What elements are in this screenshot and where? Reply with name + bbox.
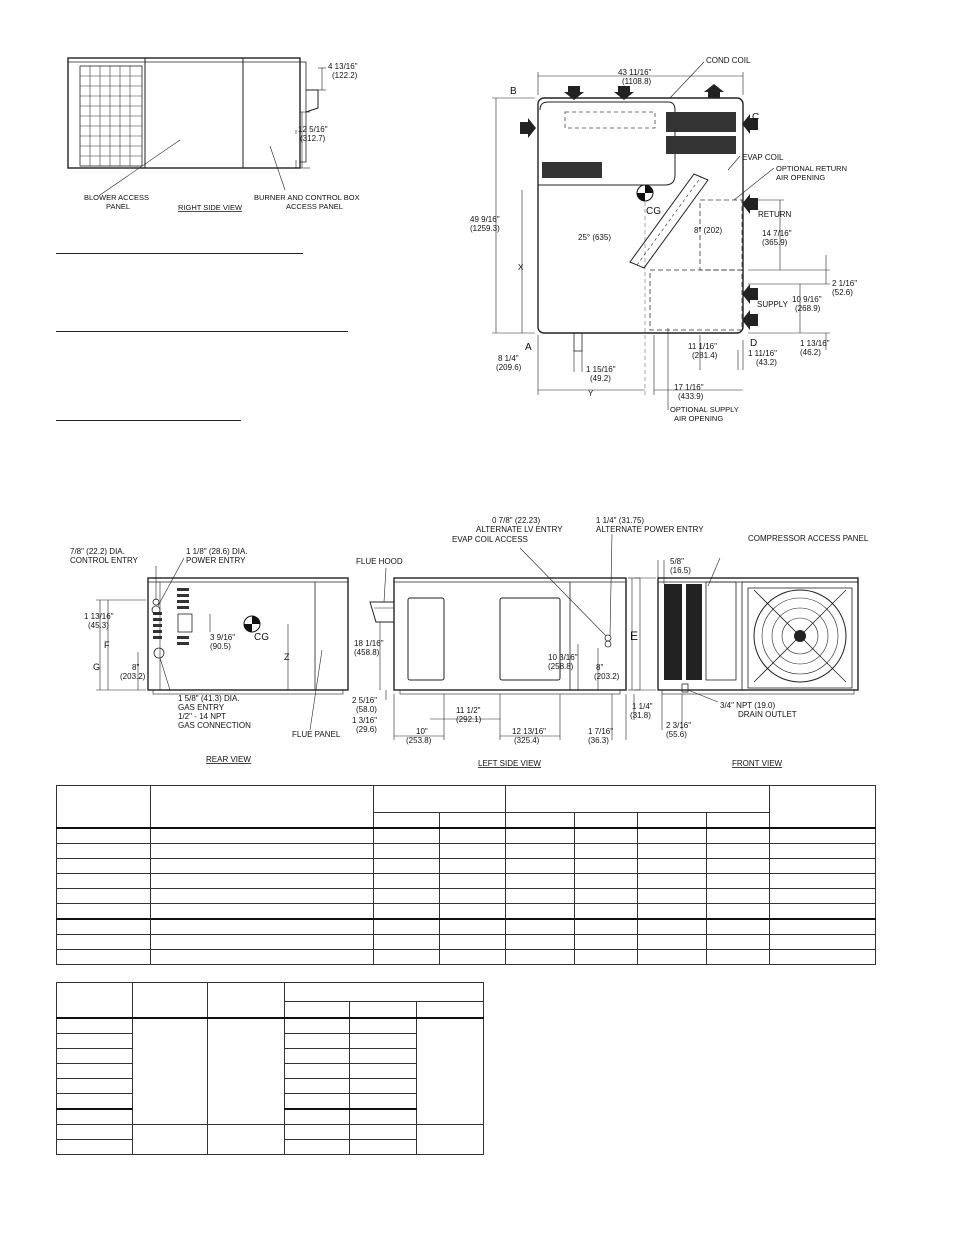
left-dim-12-13-16-1: 12 13/16" [512, 727, 546, 736]
dim-8-1-4-1: 8 1/4" [498, 354, 519, 363]
evap-coil-label: EVAP COIL [742, 153, 784, 162]
top-cg-label: CG [646, 206, 661, 217]
clearance-table [56, 982, 484, 1155]
right-side-dim-right-1: 12 5/16" [298, 125, 328, 134]
table-header-row [57, 786, 876, 813]
blower-access-label-2: PANEL [106, 202, 131, 211]
left-dim-11-1-2-1: 11 1/2" [456, 706, 481, 715]
blower-access-label-1: BLOWER ACCESS [84, 193, 150, 202]
left-dim-1-3-16-1: 1 3/16" [352, 716, 378, 725]
rear-cg-label: CG [254, 632, 269, 643]
front-dim-2-3-16-1: 2 3/16" [666, 721, 692, 730]
blank-heading-rule-3 [56, 420, 241, 421]
table-row [57, 904, 876, 920]
left-dim-1-7-16-1: 1 7/16" [588, 727, 614, 736]
right-side-view-title: RIGHT SIDE VIEW [178, 203, 243, 212]
rear-f-label: F [104, 640, 110, 650]
dim-1-11-16-1: 1 11/16" [748, 349, 777, 358]
left-dim-10-3-16-1: 10 3/16" [548, 653, 578, 662]
compressor-access-label: COMPRESSOR ACCESS PANEL [748, 534, 869, 543]
table-row [57, 950, 876, 965]
right-side-dim-top-1: 4 13/16" [328, 62, 358, 71]
dimensions-table [56, 785, 876, 965]
width-dim-1: 43 11/16" [618, 68, 652, 77]
power-entry-label-2: POWER ENTRY [186, 556, 246, 565]
rear-cg-marker [244, 616, 260, 632]
table2-header-row [57, 983, 484, 1002]
control-entry-label-1: 7/8" (22.2) DIA. [70, 547, 125, 556]
left-dim-18-1-16-2: (458.8) [354, 648, 380, 657]
left-dim-2-5-16-2: (58.0) [356, 705, 377, 714]
rear-dim-8-1: 8" [132, 663, 140, 672]
top-cg-marker [637, 185, 653, 201]
left-dim-1-7-16-2: (36.3) [588, 736, 609, 745]
height-dim-2: (1259.3) [470, 224, 500, 233]
left-dim-2-5-16-1: 2 5/16" [352, 696, 378, 705]
eight-dim: 8" (202) [694, 226, 723, 235]
return-label: RETURN [758, 210, 792, 219]
table-row [57, 874, 876, 889]
front-dim-2-3-16-2: (55.6) [666, 730, 687, 739]
rear-dim-1-13-16-1: 1 13/16" [84, 612, 114, 621]
right-side-grille [80, 66, 142, 166]
table-row [57, 859, 876, 874]
dim-1-15-16-2: (49.2) [590, 374, 611, 383]
dim-17-1-16-2: (433.9) [678, 392, 704, 401]
left-dim-10-1: 10" [416, 727, 428, 736]
blank-heading-rule-2 [56, 331, 348, 332]
rear-view-drawing [60, 540, 360, 770]
rear-g-label: G [93, 662, 101, 672]
angle-dim: 25° (635) [578, 233, 611, 242]
table-row [57, 889, 876, 904]
blank-heading-rule-1 [56, 253, 303, 254]
optional-supply-label-1: OPTIONAL SUPPLY [670, 405, 739, 414]
left-dim-8-1: 8" [596, 663, 604, 672]
dim-8-1-4-2: (209.6) [496, 363, 522, 372]
front-dim-1-1-4-1: 1 1/4" [632, 702, 653, 711]
corner-d-label: D [750, 338, 758, 349]
gas-entry-label-1: 1 5/8" (41.3) DIA. [178, 694, 240, 703]
optional-supply-label-2: AIR OPENING [674, 414, 724, 423]
optional-return-label-2: AIR OPENING [776, 173, 826, 182]
left-dim-10-3-16-2: (258.8) [548, 662, 574, 671]
front-view-drawing [620, 530, 900, 775]
power-entry-label-1: 1 1/8" (28.6) DIA. [186, 547, 248, 556]
left-dim-11-1-2-2: (292.1) [456, 715, 482, 724]
alt-power-entry-label-1: 1 1/4" (31.75) [595, 516, 645, 525]
right-side-view-drawing [60, 50, 380, 220]
left-dim-10-2: (253.8) [406, 736, 432, 745]
front-dim-1-1-4-2: (31.8) [630, 711, 651, 720]
rear-dim-1-13-16-2: (45.3) [88, 621, 109, 630]
left-dim-18-1-16-1: 18 1/16" [354, 639, 384, 648]
left-dim-12-13-16-2: (325.4) [514, 736, 540, 745]
dim-1-13-16-2: (46.2) [800, 348, 821, 357]
cond-coil-label: COND COIL [706, 56, 751, 65]
rear-dim-8-2: (203.2) [120, 672, 146, 681]
drain-outlet-label-2: DRAIN OUTLET [738, 710, 797, 719]
dim-2-1-16-2: (52.6) [832, 288, 853, 297]
dim-11-1-16-2: (281.4) [692, 351, 718, 360]
left-e-label: E [630, 629, 639, 643]
control-entry-label-2: CONTROL ENTRY [70, 556, 139, 565]
top-view-drawing [470, 50, 890, 435]
supply-dim-2: (268.9) [795, 304, 821, 313]
table-row [57, 919, 876, 935]
front-louver-panels [664, 582, 736, 680]
width-dim-2: (1108.8) [622, 77, 652, 86]
drain-outlet-label-1: 3/4" NPT (19.0) [720, 701, 776, 710]
front-dim-5-8-2: (16.5) [670, 566, 691, 575]
gas-entry-label-4: GAS CONNECTION [178, 721, 251, 730]
table2-row [57, 1018, 484, 1034]
table-row [57, 935, 876, 950]
flue-hood-label: FLUE HOOD [356, 557, 403, 566]
table2-row [57, 1125, 484, 1140]
dim-1-15-16-1: 1 15/16" [586, 365, 616, 374]
left-side-view-title: LEFT SIDE VIEW [478, 759, 541, 768]
rear-dim-3-9-16-1: 3 9/16" [210, 633, 236, 642]
right-side-dim-right-2: (312.7) [300, 134, 326, 143]
front-dim-5-8-1: 5/8" [670, 557, 684, 566]
alt-power-entry-label-2: ALTERNATE POWER ENTRY [596, 525, 704, 534]
alt-lv-entry-label-2: ALTERNATE LV ENTRY [476, 525, 563, 534]
gas-entry-label-2: GAS ENTRY [178, 703, 225, 712]
cond-coil-fins [542, 112, 736, 178]
condenser-fan-grille [748, 588, 852, 688]
rear-louvers [153, 588, 189, 645]
burner-access-label-1: BURNER AND CONTROL BOX [254, 193, 360, 202]
return-dim-2: (365.9) [762, 238, 788, 247]
dim-1-11-16-2: (43.2) [756, 358, 777, 367]
rear-z-label: Z [284, 652, 290, 662]
optional-return-label-1: OPTIONAL RETURN [776, 164, 847, 173]
corner-b-label: B [510, 86, 517, 97]
supply-label: SUPPLY [757, 300, 788, 309]
rear-dim-3-9-16-2: (90.5) [210, 642, 231, 651]
right-side-dim-top-2: (122.2) [332, 71, 358, 80]
dim-11-1-16-1: 11 1/16" [688, 342, 717, 351]
height-dim-1: 49 9/16" [470, 215, 500, 224]
top-x-label: X [518, 263, 524, 272]
corner-a-label: A [525, 342, 532, 353]
top-y-label: Y [588, 389, 594, 398]
flue-panel-label: FLUE PANEL [292, 730, 341, 739]
dim-2-1-16-1: 2 1/16" [832, 279, 858, 288]
rear-view-title: REAR VIEW [206, 755, 251, 764]
evap-coil-access-label: EVAP COIL ACCESS [452, 535, 528, 544]
front-view-title: FRONT VIEW [732, 759, 783, 768]
dim-1-13-16-1: 1 13/16" [800, 339, 830, 348]
table-row [57, 828, 876, 844]
corner-c-label: C [752, 112, 760, 123]
left-dim-8-2: (203.2) [594, 672, 620, 681]
table-row [57, 844, 876, 859]
return-dim-1: 14 7/16" [762, 229, 792, 238]
supply-dim-1: 10 9/16" [792, 295, 822, 304]
alt-lv-entry-label-1: 0 7/8" (22.23) [492, 516, 541, 525]
gas-entry-label-3: 1/2" - 14 NPT [178, 712, 227, 721]
burner-access-label-2: ACCESS PANEL [286, 202, 343, 211]
dim-17-1-16-1: 17 1/16" [674, 383, 704, 392]
left-dim-1-3-16-2: (29.6) [356, 725, 377, 734]
